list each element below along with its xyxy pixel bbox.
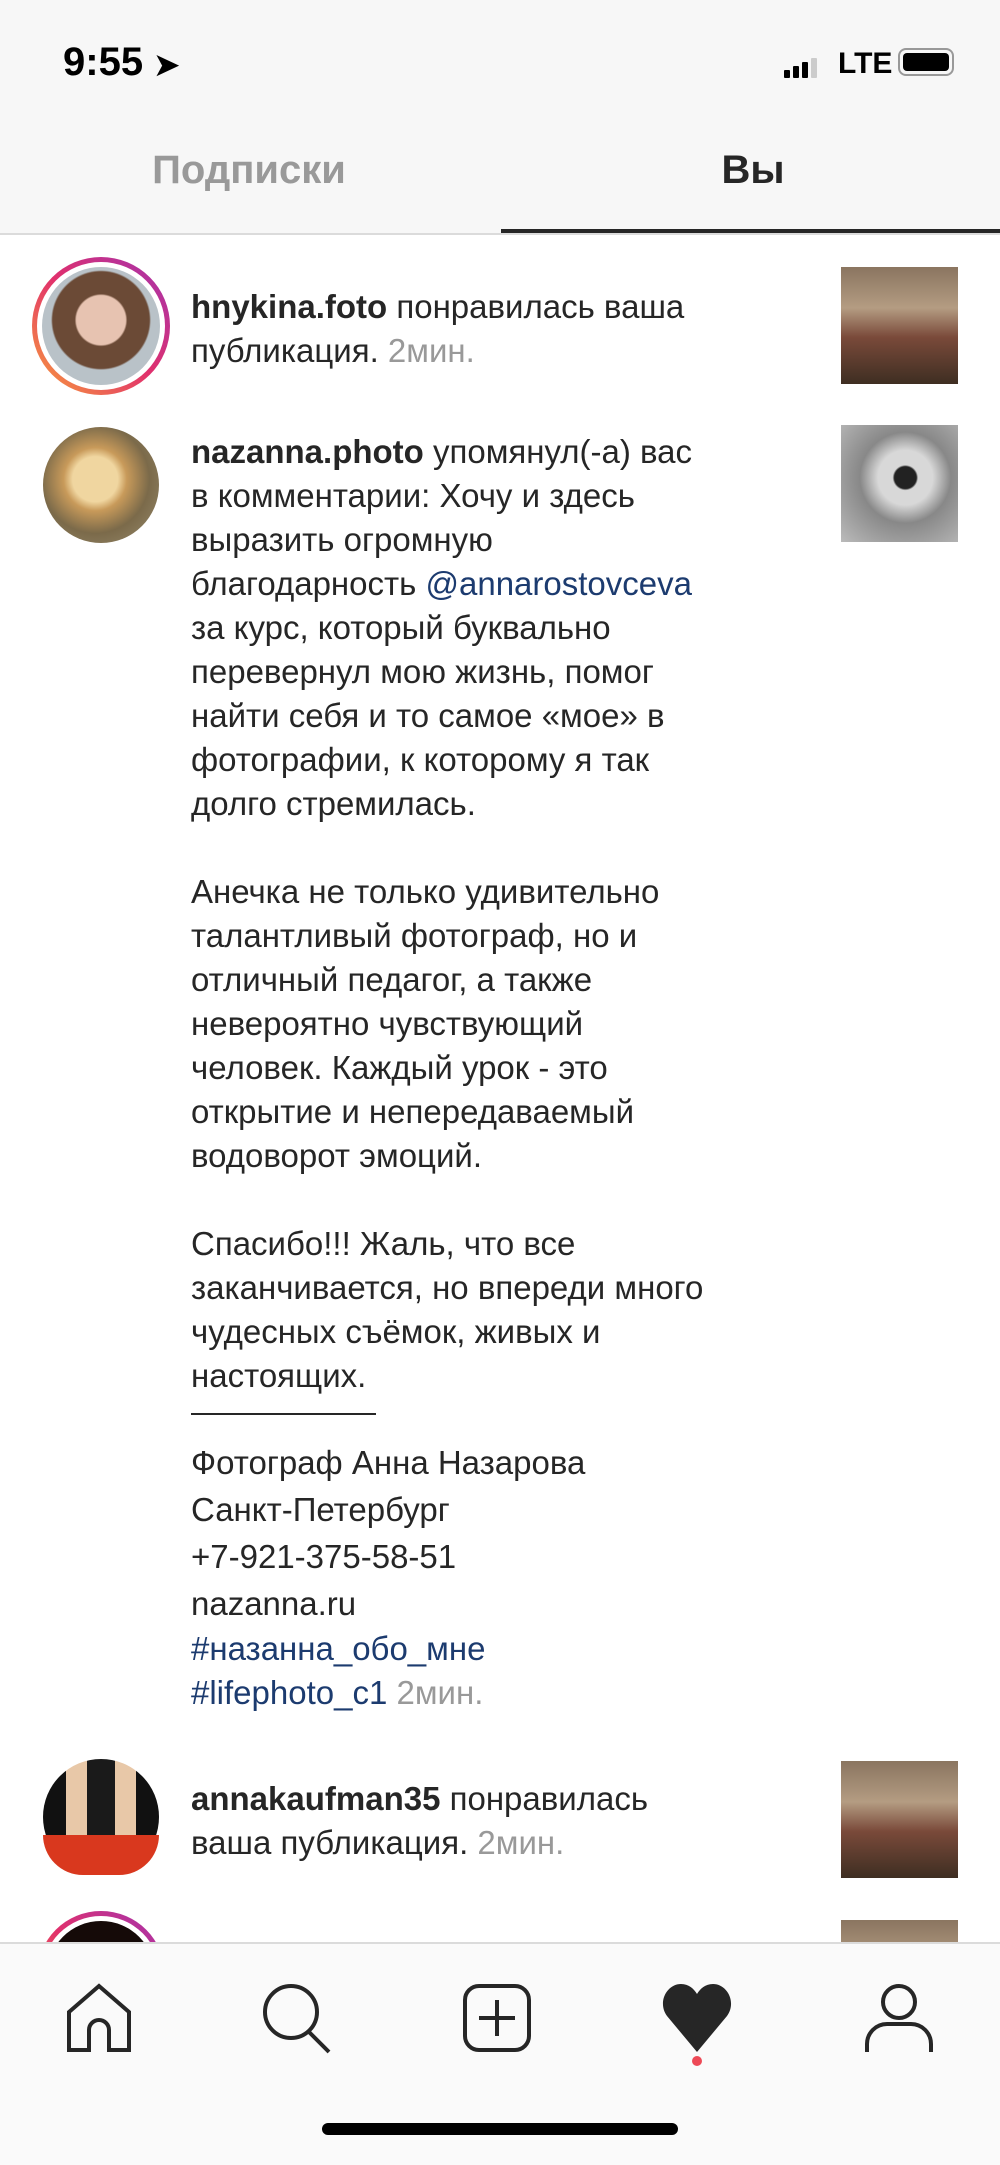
story-ring[interactable]: [32, 257, 170, 395]
notification-row[interactable]: hnykina.foto понравилась ваша публикация. 2мин.: [0, 250, 1000, 400]
location-arrow-icon: ➤: [154, 49, 180, 82]
timestamp: 2мин.: [387, 332, 475, 369]
home-indicator: [322, 2123, 678, 2135]
profile-icon[interactable]: [863, 1982, 935, 2054]
post-thumbnail[interactable]: [841, 267, 958, 384]
post-thumbnail[interactable]: [841, 1761, 958, 1878]
divider-line: [191, 1413, 376, 1415]
avatar[interactable]: [43, 1759, 159, 1875]
mention-comment: nazanna.photo упомянул(-а) вас в комментарии: Хочу и здесь выразить огромную благодарность @annarostovceva за курс, который буквально перевернул мою жизнь, помог найти себя и то самое «мое» в фотографии, к которому я так долго стремилась. Анечка не только удивительно талантливый фотограф, но и отличный педагог, а также невероятно чувствующий человек. Каждый урок - это открытие и непередаваемый водоворот эмоций. Спасибо!!! Жаль, что все заканчивается, но впереди много чудесных съёмок, живых и настоящих.: [191, 433, 704, 1394]
avatar: [42, 267, 160, 385]
new-post-icon[interactable]: [461, 1982, 533, 2054]
signature: Фотограф Анна Назарова Санкт-Петербург +7-921-375-58-51 nazanna.ru #назанна_обо_мне #lifephoto_c1 2мин.: [191, 1444, 586, 1711]
hashtag-link[interactable]: #lifephoto_c1: [191, 1674, 388, 1711]
tab-you[interactable]: Вы: [721, 148, 785, 192]
username[interactable]: nazanna.photo: [191, 433, 424, 470]
tab-following[interactable]: Подписки: [152, 148, 346, 192]
header: [0, 0, 1000, 235]
network-label: LTE: [838, 47, 893, 80]
status-time: 9:55 ➤: [63, 40, 180, 84]
post-thumbnail[interactable]: [841, 425, 958, 542]
mention-link[interactable]: @annarostovceva: [425, 565, 692, 602]
timestamp: 2мин.: [396, 1674, 484, 1711]
active-tab-indicator: [501, 229, 1000, 233]
avatar[interactable]: [43, 427, 159, 543]
bottom-tab-bar: [0, 1942, 1000, 2165]
activity-heart-icon[interactable]: [661, 1982, 733, 2054]
hashtag-link[interactable]: #назанна_обо_мне: [191, 1630, 486, 1667]
search-icon[interactable]: [261, 1982, 333, 2054]
signal-icon: [784, 58, 820, 78]
home-icon[interactable]: [63, 1982, 135, 2054]
timestamp: 2мин.: [477, 1824, 565, 1861]
battery-icon: [898, 48, 954, 76]
notification-dot: [692, 2056, 702, 2066]
username[interactable]: hnykina.foto: [191, 288, 388, 325]
username[interactable]: annakaufman35: [191, 1780, 441, 1817]
